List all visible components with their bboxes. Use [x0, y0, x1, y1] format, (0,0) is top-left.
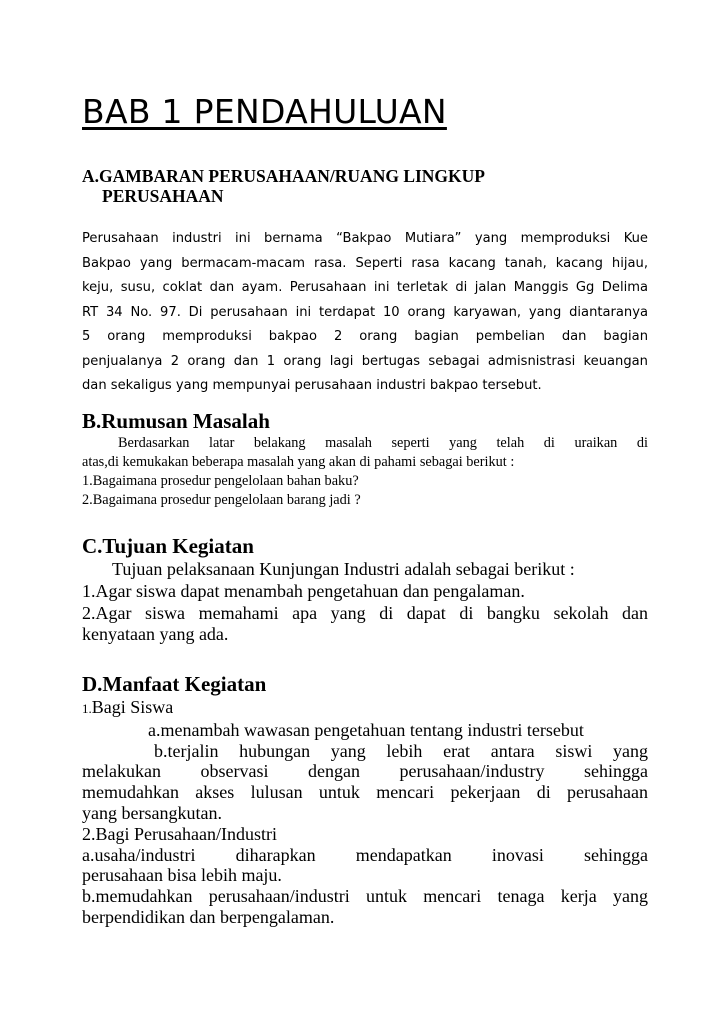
- sub-item: a.usaha/industri diharapkan mendapatkan inovasi sehingga: [82, 844, 648, 865]
- page-title: BAB 1 PENDAHULUAN: [82, 92, 447, 131]
- list-item: 2.Agar siswa memahami apa yang di dapat di bangku sekolah dan: [82, 602, 648, 623]
- sub-item-continuation: memudahkan akses lulusan untuk mencari pekerjaan di perusahaan: [82, 782, 648, 803]
- paragraph-line: Perusahaan industri ini bernama “Bakpao Mutiara” yang memproduksi Kue: [82, 231, 648, 246]
- section-b-paragraph: [82, 434, 648, 510]
- paragraph-line: 5 orang memproduksi bakpao 2 orang bagian pembelian dan bagian: [82, 329, 648, 344]
- sub-item-continuation: yang bersangkutan.: [82, 802, 222, 823]
- section-d-paragraph: [82, 697, 648, 928]
- section-a-paragraph: [82, 227, 648, 399]
- list-item: 2.Bagaimana prosedur pengelolaan barang jadi ?: [82, 492, 361, 508]
- section-d-heading: D.Manfaat Kegiatan: [82, 672, 267, 696]
- paragraph-line: dan sekaligus yang mempunyai perusahaan industri bakpao tersebut.: [82, 378, 542, 393]
- sub-item-continuation: berpendidikan dan berpengalaman.: [82, 906, 335, 927]
- section-a-heading-line2: PERUSAHAAN: [102, 186, 224, 206]
- list-item: 1.Bagaimana prosedur pengelolaan bahan baku?: [82, 473, 359, 489]
- list-label: Bagi Siswa: [91, 697, 174, 717]
- paragraph-line: penjualanya 2 orang dan 1 orang lagi bertugas sebagai admisnistrasi keuangan: [82, 353, 648, 369]
- list-item: 1.Agar siswa dapat menambah pengetahuan dan pengalaman.: [82, 580, 525, 601]
- sub-item: b.memudahkan perusahaan/industri untuk mencari tenaga kerja yang: [82, 886, 648, 907]
- list-number: 1.: [82, 701, 92, 716]
- paragraph-line: RT 34 No. 97. Di perusahaan ini terdapat 10 orang karyawan, yang diantaranya: [82, 304, 648, 320]
- list-item: [82, 697, 648, 720]
- paragraph-line: Berdasarkan latar belakang masalah seperti yang telah di uraikan di: [118, 435, 648, 451]
- paragraph-line: atas,di kemukakan beberapa masalah yang akan di pahami sebagai berikut :: [82, 454, 515, 470]
- section-b-heading: B.Rumusan Masalah: [82, 409, 270, 433]
- paragraph-line: Tujuan pelaksanaan Kunjungan Industri adalah sebagai berikut :: [112, 559, 575, 579]
- paragraph-line: keju, susu, coklat dan ayam. Perusahaan ini terletak di jalan Manggis Gg Delima: [82, 280, 648, 295]
- sub-item: b.terjalin hubungan yang lebih erat antara siswi yang: [154, 740, 648, 761]
- section-c-paragraph: [82, 559, 648, 646]
- section-c-heading: C.Tujuan Kegiatan: [82, 534, 254, 558]
- section-a-heading-line1: A.GAMBARAN PERUSAHAAN/RUANG LINGKUP: [82, 166, 485, 186]
- sub-item: a.menambah wawasan pengetahuan tentang industri tersebut: [148, 719, 584, 740]
- section-a-heading: [82, 166, 552, 206]
- list-item: 2.Bagi Perusahaan/Industri: [82, 823, 277, 844]
- sub-item-continuation: perusahaan bisa lebih maju.: [82, 865, 282, 886]
- paragraph-line: Bakpao yang bermacam-macam rasa. Seperti rasa kacang tanah, kacang hijau,: [82, 255, 648, 271]
- list-item-continuation: kenyataan yang ada.: [82, 624, 229, 645]
- sub-item-continuation: melakukan observasi dengan perusahaan/industry sehingga: [82, 761, 648, 782]
